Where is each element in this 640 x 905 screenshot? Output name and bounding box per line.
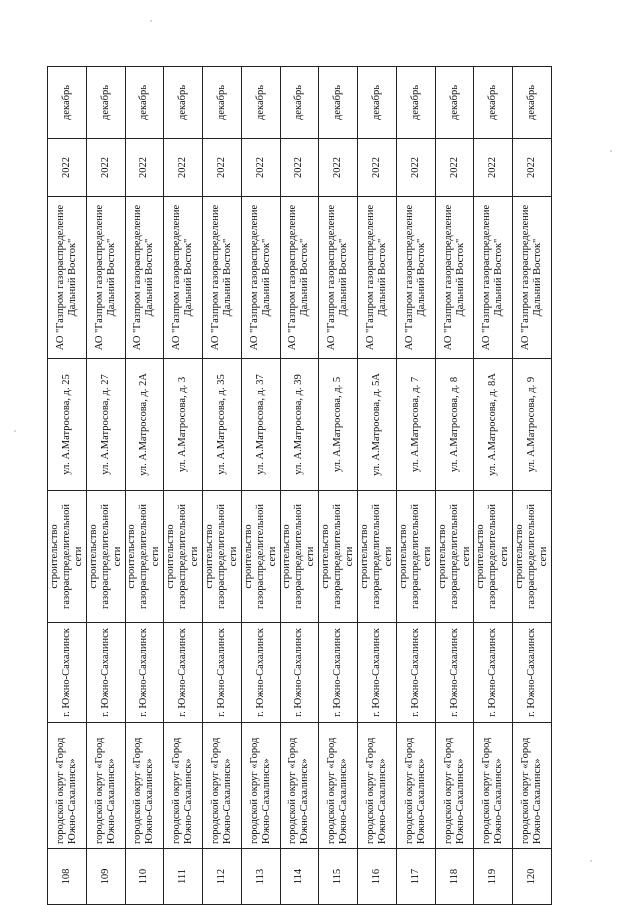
organization-cell: АО "Газпром газораспределение Дальний Восток" bbox=[48, 197, 87, 359]
locality-cell: г. Южно-Сахалинск bbox=[513, 623, 552, 723]
row-number: 109 bbox=[86, 849, 125, 905]
locality-cell: г. Южно-Сахалинск bbox=[203, 623, 242, 723]
year-cell: 2022 bbox=[164, 139, 203, 197]
row-number: 114 bbox=[280, 849, 319, 905]
gasification-table bbox=[47, 66, 552, 905]
year-cell: 2022 bbox=[474, 139, 513, 197]
address-cell: ул. А.Матросова, д. 39 bbox=[280, 359, 319, 491]
work-type-cell: строительство газораспределительной сети bbox=[280, 491, 319, 623]
municipality-cell: городской округ «Город Южно-Сахалинск» bbox=[48, 723, 87, 849]
work-type-cell: строительство газораспределительной сети bbox=[203, 491, 242, 623]
locality-cell: г. Южно-Сахалинск bbox=[396, 623, 435, 723]
organization-cell: АО "Газпром газораспределение Дальний Восток" bbox=[358, 197, 397, 359]
locality-cell: г. Южно-Сахалинск bbox=[435, 623, 474, 723]
address-cell: ул. А.Матросова, д. 9 bbox=[513, 359, 552, 491]
municipality-cell: городской округ «Город Южно-Сахалинск» bbox=[241, 723, 280, 849]
address-cell: ул. А.Матросова, д. 5 bbox=[319, 359, 358, 491]
organization-cell: АО "Газпром газораспределение Дальний Восток" bbox=[164, 197, 203, 359]
work-type-cell: строительство газораспределительной сети bbox=[435, 491, 474, 623]
organization-cell: АО "Газпром газораспределение Дальний Восток" bbox=[86, 197, 125, 359]
work-type-cell: строительство газораспределительной сети bbox=[319, 491, 358, 623]
municipality-cell: городской округ «Город Южно-Сахалинск» bbox=[513, 723, 552, 849]
organization-cell: АО "Газпром газораспределение Дальний Восток" bbox=[125, 197, 164, 359]
address-cell: ул. А.Матросова, д. 7 bbox=[396, 359, 435, 491]
year-cell: 2022 bbox=[125, 139, 164, 197]
work-type-cell: строительство газораспределительной сети bbox=[513, 491, 552, 623]
organization-cell: АО "Газпром газораспределение Дальний Восток" bbox=[319, 197, 358, 359]
locality-cell: г. Южно-Сахалинск bbox=[280, 623, 319, 723]
month-cell: декабрь bbox=[396, 67, 435, 139]
month-cell: декабрь bbox=[435, 67, 474, 139]
row-number: 119 bbox=[474, 849, 513, 905]
scan-speck bbox=[14, 430, 16, 432]
organization-cell: АО "Газпром газораспределение Дальний Восток" bbox=[435, 197, 474, 359]
organization-cell: АО "Газпром газораспределение Дальний Восток" bbox=[241, 197, 280, 359]
organization-cell: АО "Газпром газораспределение Дальний Восток" bbox=[280, 197, 319, 359]
work-type-cell: строительство газораспределительной сети bbox=[241, 491, 280, 623]
month-cell: декабрь bbox=[474, 67, 513, 139]
scan-speck bbox=[610, 150, 612, 152]
work-type-cell: строительство газораспределительной сети bbox=[48, 491, 87, 623]
municipality-cell: городской округ «Город Южно-Сахалинск» bbox=[358, 723, 397, 849]
locality-cell: г. Южно-Сахалинск bbox=[319, 623, 358, 723]
year-cell: 2022 bbox=[241, 139, 280, 197]
table-row bbox=[474, 67, 513, 905]
table-row bbox=[435, 67, 474, 905]
locality-cell: г. Южно-Сахалинск bbox=[358, 623, 397, 723]
month-cell: декабрь bbox=[280, 67, 319, 139]
table-row bbox=[203, 67, 242, 905]
municipality-cell: городской округ «Город Южно-Сахалинск» bbox=[164, 723, 203, 849]
year-cell: 2022 bbox=[280, 139, 319, 197]
address-cell: ул. А.Матросова, д. 27 bbox=[86, 359, 125, 491]
address-cell: ул. А.Матросова, д. 25 bbox=[48, 359, 87, 491]
row-number: 113 bbox=[241, 849, 280, 905]
year-cell: 2022 bbox=[396, 139, 435, 197]
year-cell: 2022 bbox=[513, 139, 552, 197]
locality-cell: г. Южно-Сахалинск bbox=[474, 623, 513, 723]
municipality-cell: городской округ «Город Южно-Сахалинск» bbox=[474, 723, 513, 849]
month-cell: декабрь bbox=[319, 67, 358, 139]
table-row bbox=[358, 67, 397, 905]
row-number: 120 bbox=[513, 849, 552, 905]
table-row bbox=[280, 67, 319, 905]
year-cell: 2022 bbox=[358, 139, 397, 197]
table-row bbox=[164, 67, 203, 905]
work-type-cell: строительство газораспределительной сети bbox=[396, 491, 435, 623]
address-cell: ул. А.Матросова, д. 5А bbox=[358, 359, 397, 491]
work-type-cell: строительство газораспределительной сети bbox=[86, 491, 125, 623]
municipality-cell: городской округ «Город Южно-Сахалинск» bbox=[125, 723, 164, 849]
locality-cell: г. Южно-Сахалинск bbox=[125, 623, 164, 723]
table-row bbox=[86, 67, 125, 905]
row-number: 112 bbox=[203, 849, 242, 905]
row-number: 118 bbox=[435, 849, 474, 905]
organization-cell: АО "Газпром газораспределение Дальний Восток" bbox=[396, 197, 435, 359]
row-number: 115 bbox=[319, 849, 358, 905]
organization-cell: АО "Газпром газораспределение Дальний Восток" bbox=[513, 197, 552, 359]
locality-cell: г. Южно-Сахалинск bbox=[48, 623, 87, 723]
year-cell: 2022 bbox=[48, 139, 87, 197]
month-cell: декабрь bbox=[241, 67, 280, 139]
address-cell: ул. А.Матросова, д. 37 bbox=[241, 359, 280, 491]
row-number: 108 bbox=[48, 849, 87, 905]
organization-cell: АО "Газпром газораспределение Дальний Восток" bbox=[203, 197, 242, 359]
work-type-cell: строительство газораспределительной сети bbox=[164, 491, 203, 623]
work-type-cell: строительство газораспределительной сети bbox=[358, 491, 397, 623]
month-cell: декабрь bbox=[48, 67, 87, 139]
row-number: 111 bbox=[164, 849, 203, 905]
municipality-cell: городской округ «Город Южно-Сахалинск» bbox=[280, 723, 319, 849]
table-row bbox=[319, 67, 358, 905]
table-row bbox=[241, 67, 280, 905]
year-cell: 2022 bbox=[86, 139, 125, 197]
locality-cell: г. Южно-Сахалинск bbox=[241, 623, 280, 723]
table-row bbox=[396, 67, 435, 905]
address-cell: ул. А.Матросова, д. 3 bbox=[164, 359, 203, 491]
month-cell: декабрь bbox=[203, 67, 242, 139]
row-number: 116 bbox=[358, 849, 397, 905]
table-row bbox=[513, 67, 552, 905]
address-cell: ул. А.Матросова, д. 8 bbox=[435, 359, 474, 491]
municipality-cell: городской округ «Город Южно-Сахалинск» bbox=[203, 723, 242, 849]
municipality-cell: городской округ «Город Южно-Сахалинск» bbox=[319, 723, 358, 849]
row-number: 110 bbox=[125, 849, 164, 905]
municipality-cell: городской округ «Город Южно-Сахалинск» bbox=[435, 723, 474, 849]
address-cell: ул. А.Матросова, д. 35 bbox=[203, 359, 242, 491]
year-cell: 2022 bbox=[435, 139, 474, 197]
municipality-cell: городской округ «Город Южно-Сахалинск» bbox=[396, 723, 435, 849]
month-cell: декабрь bbox=[358, 67, 397, 139]
year-cell: 2022 bbox=[319, 139, 358, 197]
organization-cell: АО "Газпром газораспределение Дальний Восток" bbox=[474, 197, 513, 359]
month-cell: декабрь bbox=[164, 67, 203, 139]
address-cell: ул. А.Матросова, д. 8А bbox=[474, 359, 513, 491]
work-type-cell: строительство газораспределительной сети bbox=[474, 491, 513, 623]
table-row bbox=[48, 67, 87, 905]
municipality-cell: городской округ «Город Южно-Сахалинск» bbox=[86, 723, 125, 849]
scan-speck bbox=[150, 20, 152, 22]
address-cell: ул. А.Матросова, д. 2А bbox=[125, 359, 164, 491]
work-type-cell: строительство газораспределительной сети bbox=[125, 491, 164, 623]
scan-speck bbox=[590, 860, 592, 862]
year-cell: 2022 bbox=[203, 139, 242, 197]
month-cell: декабрь bbox=[125, 67, 164, 139]
table-row bbox=[125, 67, 164, 905]
rotated-table-wrapper bbox=[47, 67, 552, 905]
locality-cell: г. Южно-Сахалинск bbox=[86, 623, 125, 723]
row-number: 117 bbox=[396, 849, 435, 905]
locality-cell: г. Южно-Сахалинск bbox=[164, 623, 203, 723]
month-cell: декабрь bbox=[86, 67, 125, 139]
month-cell: декабрь bbox=[513, 67, 552, 139]
